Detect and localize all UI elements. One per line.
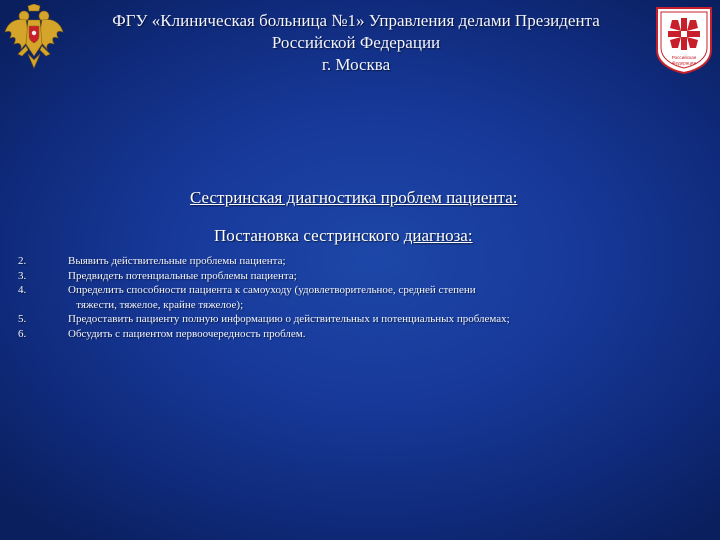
- organization-title-line1: ФГУ «Клиническая больница №1» Управления делами Президента: [112, 11, 600, 30]
- list-item-number: 3.: [18, 269, 27, 282]
- list-item-text: Предвидеть потенциальные проблемы пациента;: [68, 269, 297, 282]
- list-item-number: 5.: [18, 313, 27, 325]
- organization-title-line2: Российской Федерации: [271, 33, 441, 52]
- list-item-continuation: [68, 298, 708, 313]
- hospital-logo-icon: [655, 6, 713, 74]
- section-title: Сестринская диагностика проблем пациента:: [190, 188, 518, 207]
- list-item-number: 4.: [18, 284, 27, 296]
- coat-of-arms-icon: [4, 4, 64, 70]
- list-item-text: Обсудить с пациентом первоочередность проблем.: [68, 327, 306, 340]
- list-item-number: 6.: [18, 327, 27, 340]
- list-item: [18, 269, 708, 284]
- list-item: [18, 254, 708, 269]
- organization-title-line3: г. Москва: [321, 55, 391, 74]
- logo-text-line2: Федерация: [672, 60, 696, 66]
- list-item-number: 2.: [18, 255, 27, 267]
- task-list: [18, 254, 708, 341]
- organization-title: [80, 10, 632, 76]
- list-item: [18, 327, 708, 342]
- list-item-text: Выявить действительные проблемы пациента;: [68, 255, 286, 267]
- logo-text-line1: Российская: [671, 55, 697, 60]
- list-item: [18, 312, 708, 327]
- list-item-text: Определить способности пациента к самоуходу (удовлетворительное, средней степени: [68, 284, 476, 296]
- subtitle-part1: Постановка сестринского: [214, 226, 404, 245]
- list-item-text: Предоставить пациенту полную информацию о действительных и потенциальных проблемах;: [68, 313, 510, 325]
- list-item-continuation-text: тяжести, тяжелое, крайне тяжелое);: [76, 298, 244, 311]
- subtitle: [214, 226, 473, 246]
- subtitle-part2: диагноза:: [403, 226, 473, 245]
- slide-header: [0, 0, 720, 100]
- list-item: [18, 283, 708, 312]
